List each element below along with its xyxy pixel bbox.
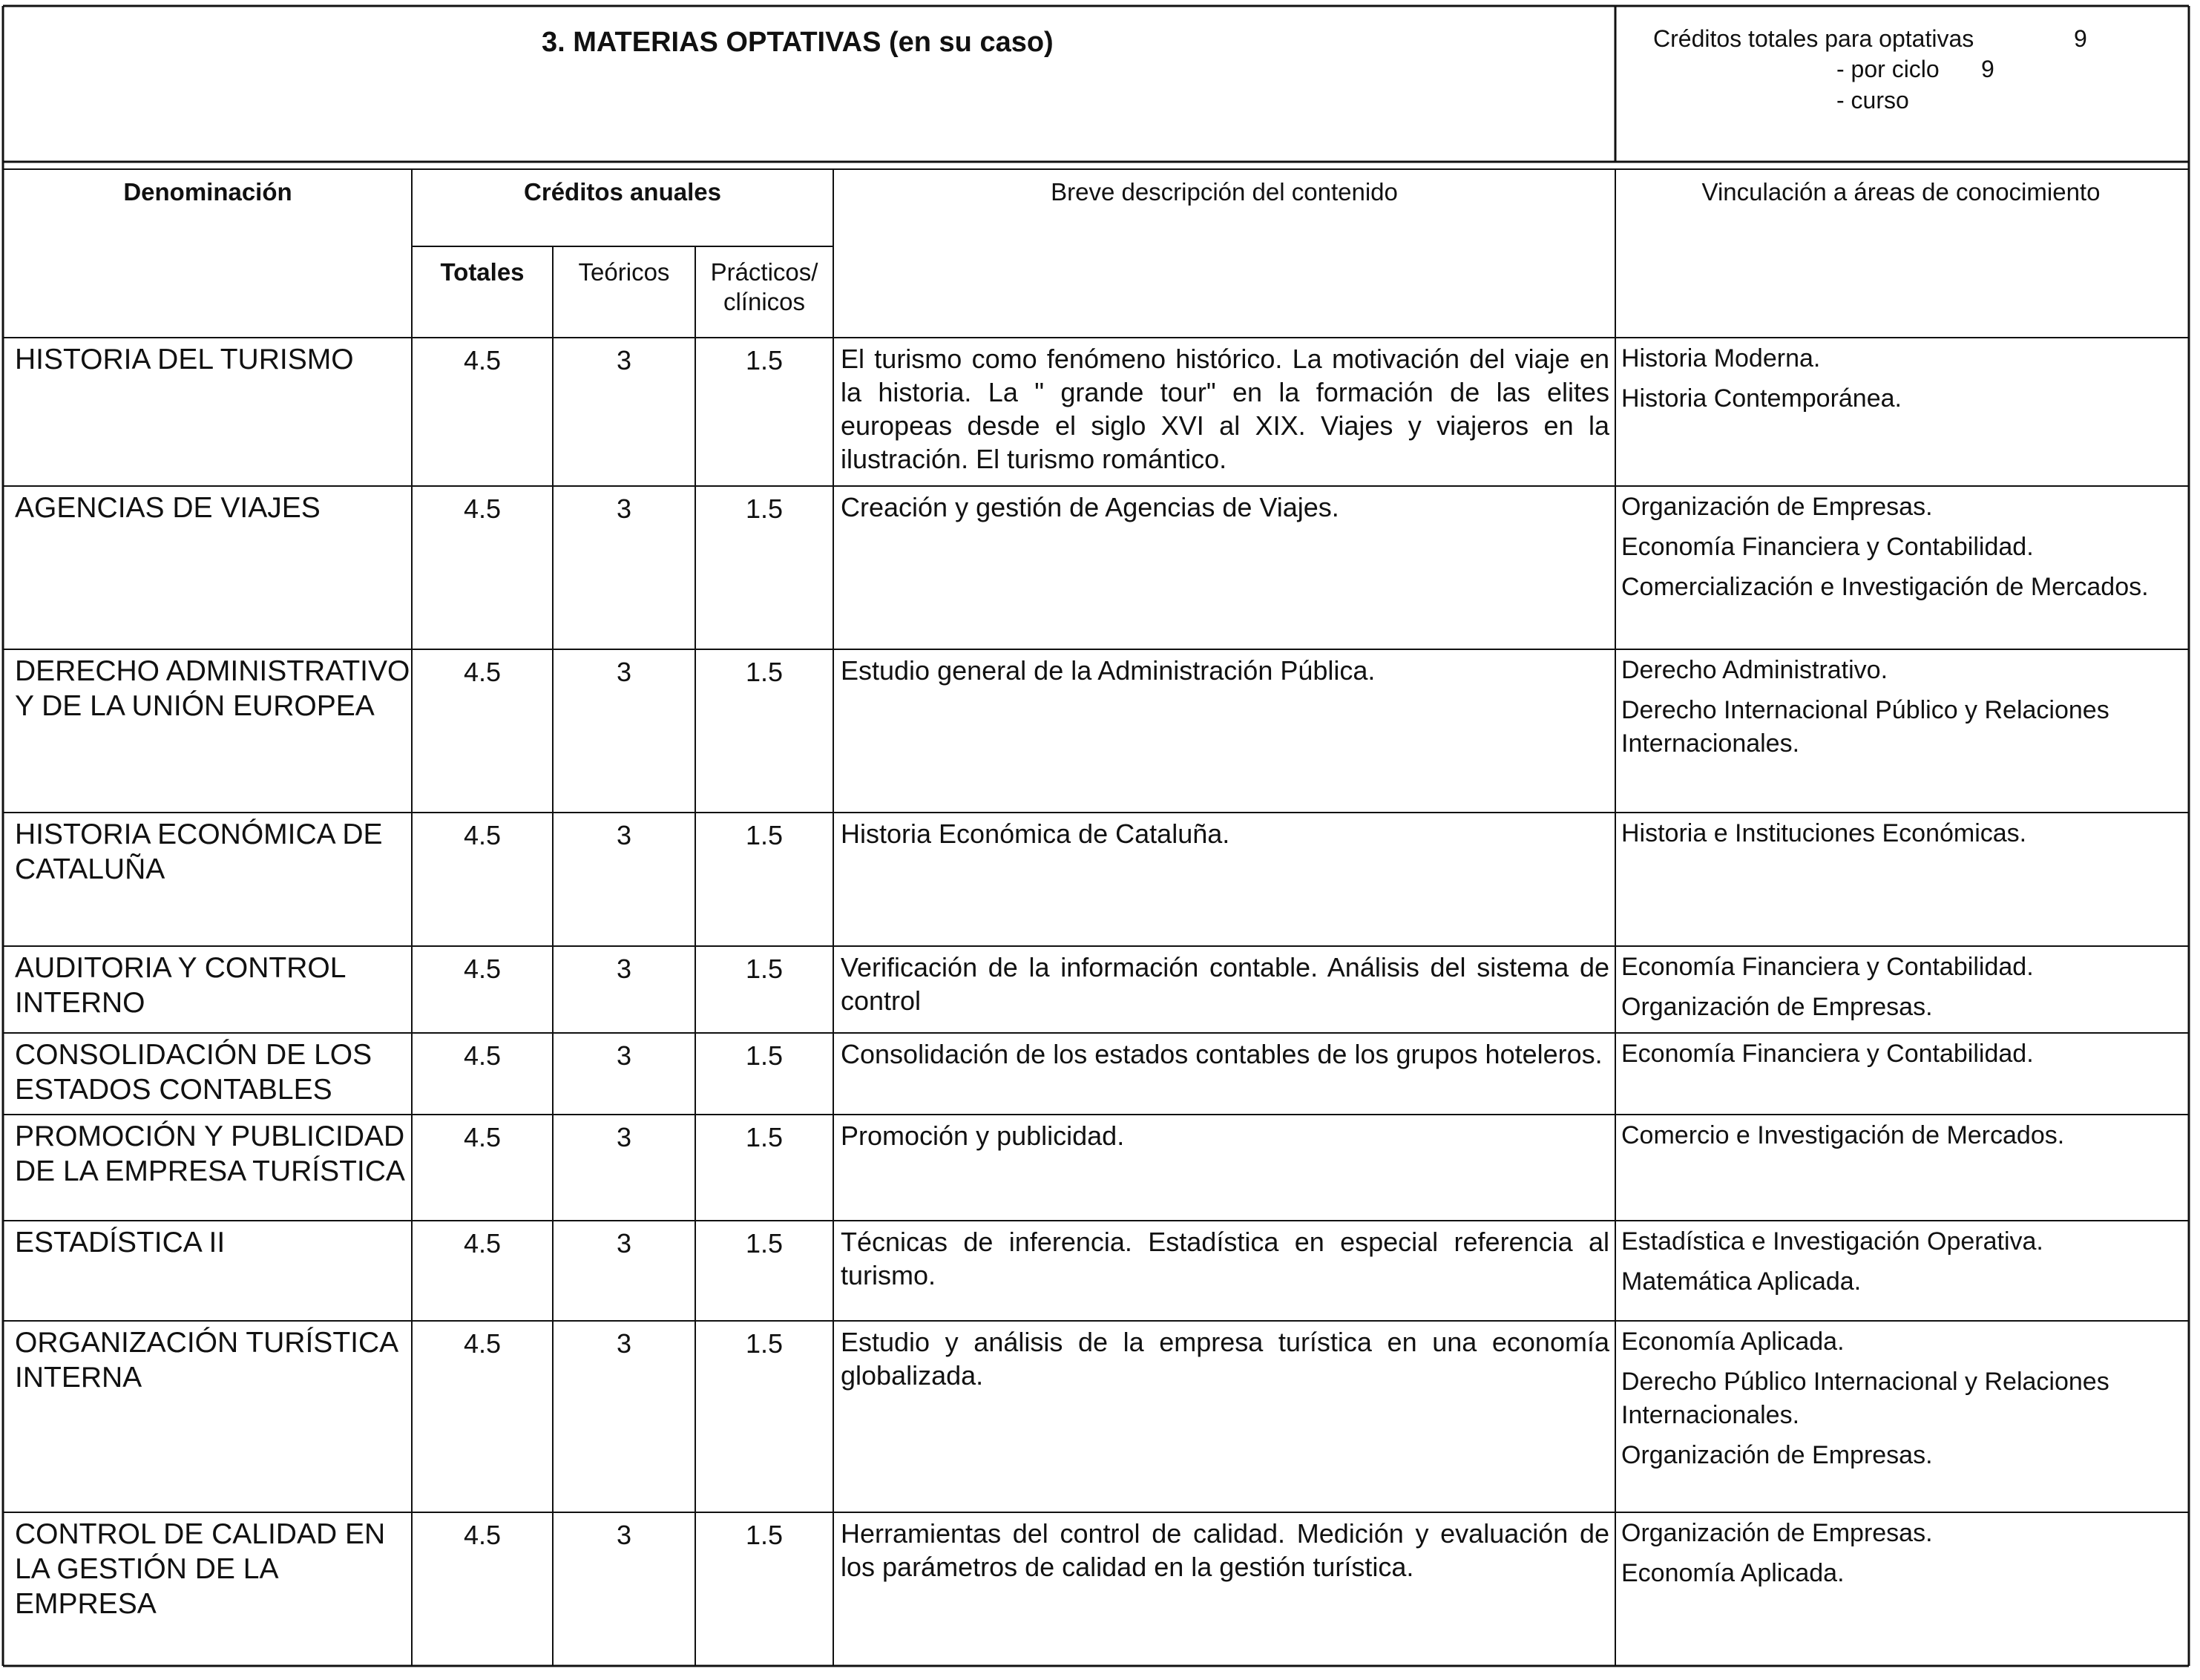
knowledge-area-item: Matemática Aplicada. bbox=[1621, 1267, 1862, 1296]
course-name-line: CONSOLIDACIÓN DE LOS bbox=[15, 1039, 372, 1071]
course-name-line: ESTADÍSTICA II bbox=[15, 1227, 226, 1259]
credits-practicos: 1.5 bbox=[745, 493, 784, 524]
credits-teoricos: 3 bbox=[616, 1040, 632, 1071]
credits-teoricos: 3 bbox=[616, 493, 632, 524]
header-clinicos: clínicos bbox=[723, 288, 806, 315]
credits-totales: 4.5 bbox=[463, 1040, 502, 1071]
credits-totales: 4.5 bbox=[463, 657, 502, 687]
course-description: Técnicas de inferencia. Estadística en especial referencia al turismo. bbox=[841, 1227, 1609, 1290]
credits-totales: 4.5 bbox=[463, 1228, 502, 1259]
credits-teoricos: 3 bbox=[616, 657, 632, 687]
course-description: Herramientas del control de calidad. Medición y evaluación de los parámetros de calidad en la gestión turística. bbox=[841, 1518, 1609, 1582]
knowledge-area-item: Estadística e Investigación Operativa. bbox=[1621, 1227, 2043, 1256]
credits-totales: 4.5 bbox=[463, 820, 502, 850]
course-name-line: AUDITORIA Y CONTROL bbox=[15, 952, 347, 984]
credits-practicos: 1.5 bbox=[745, 657, 784, 687]
knowledge-area-item: Historia Contemporánea. bbox=[1621, 384, 1902, 413]
course-name-line: HISTORIA ECONÓMICA DE bbox=[15, 818, 383, 850]
credits-per-cycle-label: - por ciclo bbox=[1836, 56, 1940, 82]
credits-teoricos: 3 bbox=[616, 345, 632, 375]
header-teoricos: Teóricos bbox=[578, 258, 670, 286]
knowledge-area-item: Comercio e Investigación de Mercados. bbox=[1621, 1121, 2065, 1149]
header-practicos: Prácticos/ bbox=[710, 258, 818, 286]
credits-practicos: 1.5 bbox=[745, 954, 784, 984]
knowledge-area-item: Derecho Administrativo. bbox=[1621, 656, 1888, 684]
credits-per-cycle-value: 9 bbox=[1981, 56, 1994, 82]
credits-practicos: 1.5 bbox=[745, 1520, 784, 1550]
credits-practicos: 1.5 bbox=[745, 1228, 784, 1259]
knowledge-area-item: Organización de Empresas. bbox=[1621, 1441, 1933, 1469]
credits-practicos: 1.5 bbox=[745, 1328, 784, 1359]
knowledge-area-item: Economía Financiera y Contabilidad. bbox=[1621, 953, 2034, 981]
knowledge-area-item: Organización de Empresas. bbox=[1621, 993, 1933, 1021]
credits-total-value: 9 bbox=[2074, 25, 2087, 52]
course-name-line: CATALUÑA bbox=[15, 853, 165, 885]
course-description: Historia Económica de Cataluña. bbox=[841, 818, 1230, 849]
course-description: Consolidación de los estados contables de los grupos hoteleros. bbox=[841, 1039, 1603, 1069]
course-name-line: INTERNO bbox=[15, 987, 145, 1019]
knowledge-area-item: Organización de Empresas. bbox=[1621, 1519, 1933, 1547]
credits-teoricos: 3 bbox=[616, 1228, 632, 1259]
course-description: Creación y gestión de Agencias de Viajes. bbox=[841, 492, 1339, 522]
header-denominacion: Denominación bbox=[123, 178, 292, 206]
credits-total-label: Créditos totales para optativas bbox=[1653, 25, 1974, 52]
knowledge-area-item: Economía Aplicada. bbox=[1621, 1328, 1845, 1356]
course-name-line: LA GESTIÓN DE LA bbox=[15, 1553, 279, 1585]
credits-teoricos: 3 bbox=[616, 1122, 632, 1152]
credits-totales: 4.5 bbox=[463, 493, 502, 524]
credits-totales: 4.5 bbox=[463, 1122, 502, 1152]
credits-totales: 4.5 bbox=[463, 345, 502, 375]
course-name-line: INTERNA bbox=[15, 1362, 142, 1394]
knowledge-area-item: Economía Financiera y Contabilidad. bbox=[1621, 1040, 2034, 1068]
course-description: Promoción y publicidad. bbox=[841, 1120, 1125, 1151]
course-name-line: PROMOCIÓN Y PUBLICIDAD bbox=[15, 1120, 405, 1152]
course-name-line: DERECHO ADMINISTRATIVO bbox=[15, 655, 410, 687]
credits-practicos: 1.5 bbox=[745, 1040, 784, 1071]
knowledge-area-item: Historia e Instituciones Económicas. bbox=[1621, 819, 2027, 847]
course-name-line: AGENCIAS DE VIAJES bbox=[15, 492, 321, 524]
credits-teoricos: 3 bbox=[616, 820, 632, 850]
course-name-line: ESTADOS CONTABLES bbox=[15, 1074, 332, 1106]
knowledge-area-item: Derecho Internacional Público y Relaciones Internacionales. bbox=[1621, 696, 2109, 758]
knowledge-area-item: Economía Aplicada. bbox=[1621, 1559, 1845, 1587]
credits-totales: 4.5 bbox=[463, 954, 502, 984]
knowledge-area-item: Derecho Público Internacional y Relaciones Internacionales. bbox=[1621, 1368, 2109, 1429]
section-title: 3. MATERIAS OPTATIVAS (en su caso) bbox=[542, 27, 1054, 58]
credits-practicos: 1.5 bbox=[745, 345, 784, 375]
course-description: Verificación de la información contable. Análisis del sistema de control bbox=[841, 952, 1609, 1016]
credits-teoricos: 3 bbox=[616, 1520, 632, 1550]
credits-teoricos: 3 bbox=[616, 954, 632, 984]
header-descripcion: Breve descripción del contenido bbox=[1051, 178, 1398, 206]
credits-practicos: 1.5 bbox=[745, 820, 784, 850]
credits-practicos: 1.5 bbox=[745, 1122, 784, 1152]
course-name-line: HISTORIA DEL TURISMO bbox=[15, 344, 354, 375]
header-vinculacion: Vinculación a áreas de conocimiento bbox=[1701, 178, 2101, 206]
course-name-line: ORGANIZACIÓN TURÍSTICA bbox=[15, 1327, 399, 1359]
course-description: Estudio general de la Administración Pública. bbox=[841, 655, 1376, 686]
course-name-line: DE LA EMPRESA TURÍSTICA bbox=[15, 1155, 405, 1187]
knowledge-area-item: Economía Financiera y Contabilidad. bbox=[1621, 533, 2034, 561]
knowledge-area-item: Historia Moderna. bbox=[1621, 344, 1821, 373]
header-totales: Totales bbox=[440, 258, 525, 286]
credits-course-label: - curso bbox=[1836, 87, 1909, 114]
credits-totales: 4.5 bbox=[463, 1520, 502, 1550]
knowledge-area-item: Comercialización e Investigación de Mercados. bbox=[1621, 573, 2149, 601]
course-description: Estudio y análisis de la empresa turística en una economía globalizada. bbox=[841, 1327, 1609, 1391]
header-creditos-anuales: Créditos anuales bbox=[524, 178, 721, 206]
course-name-line: Y DE LA UNIÓN EUROPEA bbox=[15, 690, 375, 722]
course-name-line: EMPRESA bbox=[15, 1588, 157, 1620]
course-description: El turismo como fenómeno histórico. La motivación del viaje en la historia. La " grande tour" en la formación de las elites europeas desde el siglo XVI al XIX. Viajes y viajeros en la ilustración. El turismo romántico. bbox=[841, 344, 1609, 474]
credits-totales: 4.5 bbox=[463, 1328, 502, 1359]
course-name-line: CONTROL DE CALIDAD EN bbox=[15, 1518, 386, 1550]
knowledge-area-item: Organización de Empresas. bbox=[1621, 493, 1933, 521]
credits-teoricos: 3 bbox=[616, 1328, 632, 1359]
